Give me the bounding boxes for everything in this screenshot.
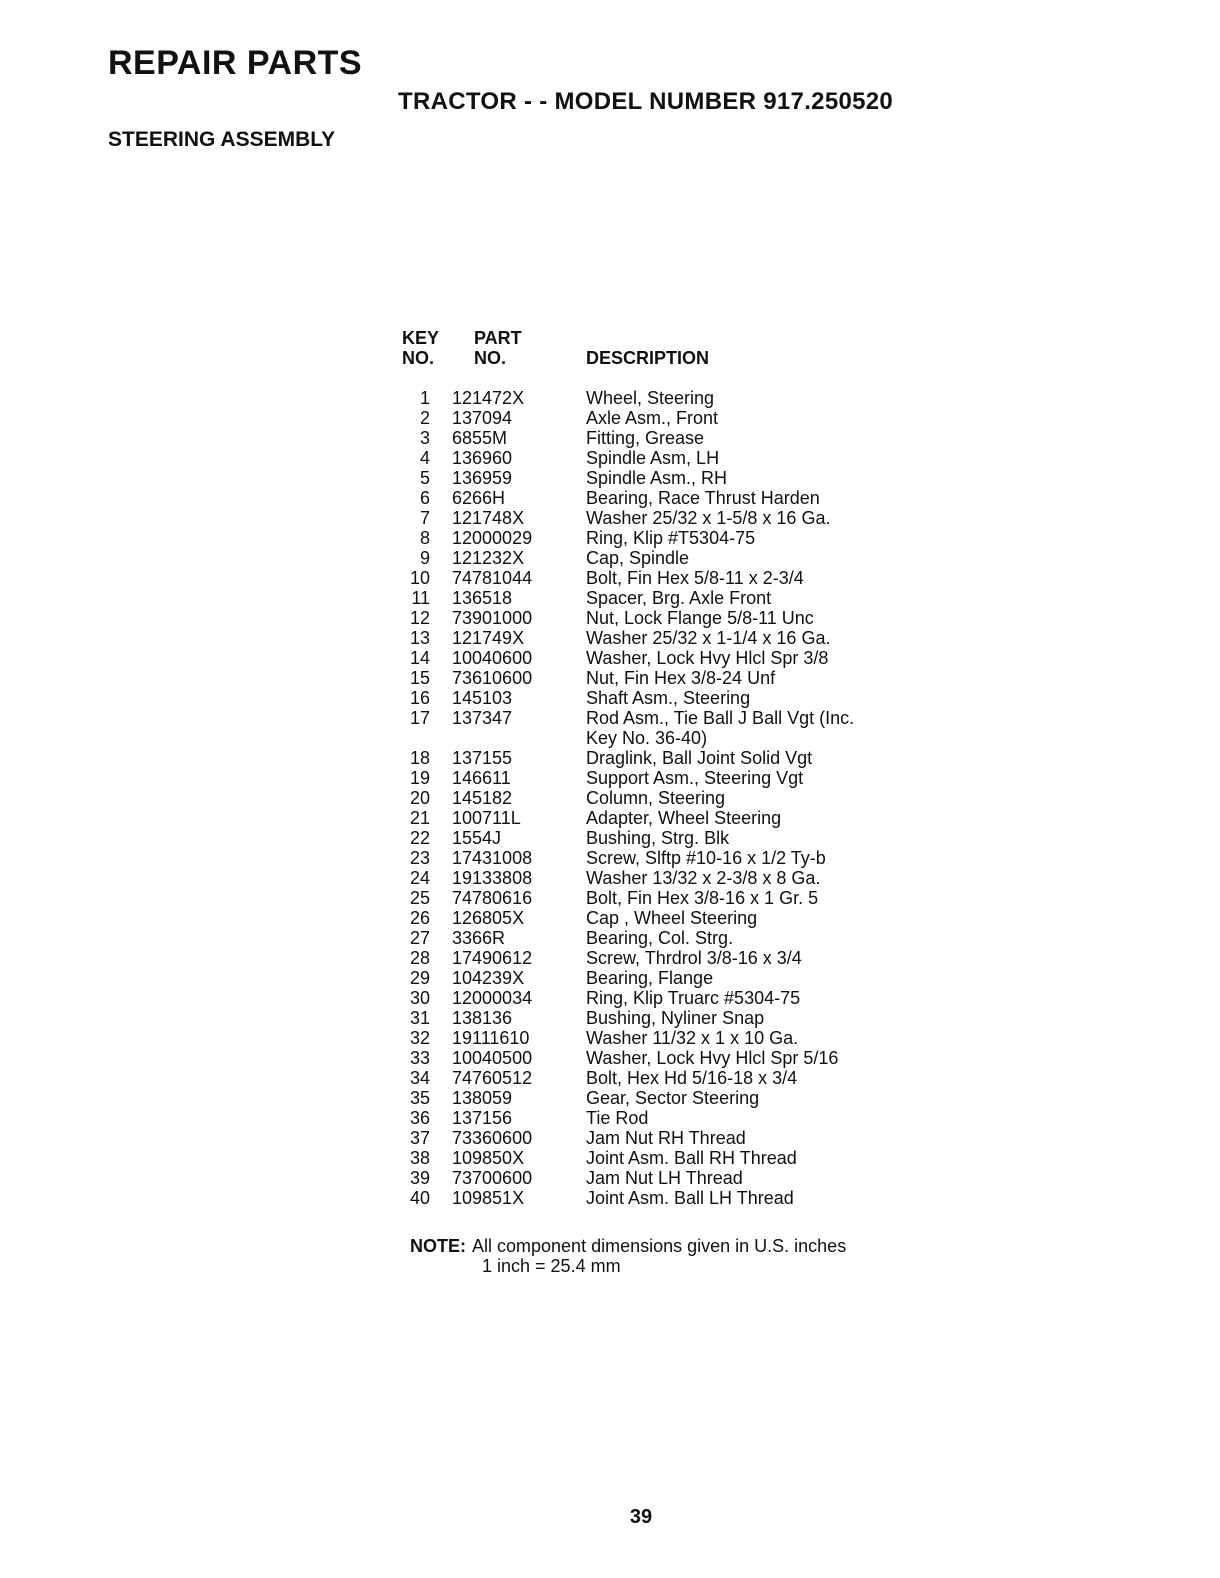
part-description: Spindle Asm., RH: [586, 468, 728, 488]
parts-row: [390, 868, 950, 888]
part-description: Bolt, Hex Hd 5/16-18 x 3/4: [586, 1068, 798, 1088]
part-description: Jam Nut RH Thread: [586, 1128, 746, 1148]
part-number: 137156: [452, 1108, 513, 1128]
parts-row: [390, 788, 950, 808]
part-description: Cap , Wheel Steering: [586, 908, 758, 928]
part-number: 17490612: [452, 948, 533, 968]
key-number: 28: [409, 948, 430, 968]
part-description: Washer, Lock Hvy Hlcl Spr 5/16: [586, 1048, 839, 1068]
part-description: Rod Asm., Tie Ball J Ball Vgt (Inc.: [586, 708, 855, 728]
part-description: Spacer, Brg. Axle Front: [586, 588, 772, 608]
parts-row: [390, 488, 950, 508]
part-description: Column, Steering: [586, 788, 726, 808]
key-number: 20: [409, 788, 430, 808]
parts-row: [390, 588, 950, 608]
key-number: 35: [409, 1088, 430, 1108]
part-description: Bolt, Fin Hex 5/8-11 x 2-3/4: [586, 568, 804, 588]
key-number: 40: [409, 1188, 430, 1208]
part-number: 73610600: [452, 668, 533, 688]
parts-list: [390, 388, 950, 1208]
part-header-line2: NO.: [474, 348, 507, 368]
part-number: 138136: [452, 1008, 513, 1028]
section-heading: STEERING ASSEMBLY: [108, 128, 336, 151]
part-description: Screw, Slftp #10-16 x 1/2 Ty-b: [586, 848, 826, 868]
parts-row: [390, 828, 950, 848]
key-number: 16: [409, 688, 430, 708]
key-number: 18: [409, 748, 430, 768]
part-number: 126805X: [452, 908, 525, 928]
part-description: Bearing, Col. Strg.: [586, 928, 734, 948]
part-description: Bushing, Strg. Blk: [586, 828, 730, 848]
parts-row: [390, 1028, 950, 1048]
part-description: Draglink, Ball Joint Solid Vgt: [586, 748, 813, 768]
part-number: 74781044: [452, 568, 533, 588]
part-description: Spindle Asm, LH: [586, 448, 720, 468]
page-number: 39: [629, 1506, 653, 1528]
part-number: 73360600: [452, 1128, 533, 1148]
part-description: Washer 13/32 x 2-3/8 x 8 Ga.: [586, 868, 821, 888]
part-number: 6266H: [452, 488, 506, 508]
key-number: 32: [409, 1028, 430, 1048]
part-description: Jam Nut LH Thread: [586, 1168, 743, 1188]
key-number: 38: [409, 1148, 430, 1168]
part-description: Washer 25/32 x 1-5/8 x 16 Ga.: [586, 508, 831, 528]
part-number: 10040600: [452, 648, 533, 668]
key-number: 3: [419, 428, 430, 448]
part-description-continued: Key No. 36-40): [586, 728, 708, 748]
parts-row: [390, 1168, 950, 1188]
parts-row: [390, 1008, 950, 1028]
parts-row: [390, 1088, 950, 1108]
part-description: Support Asm., Steering Vgt: [586, 768, 804, 788]
parts-row: [390, 508, 950, 528]
part-number: 137094: [452, 408, 513, 428]
part-number: 137347: [452, 708, 513, 728]
part-description: Fitting, Grease: [586, 428, 705, 448]
parts-row: [390, 708, 950, 748]
key-number: 36: [409, 1108, 430, 1128]
parts-row: [390, 1048, 950, 1068]
key-number: 4: [419, 448, 430, 468]
part-description: Nut, Lock Flange 5/8-11 Unc: [586, 608, 814, 628]
model-number-heading: TRACTOR - - MODEL NUMBER 917.250520: [398, 88, 894, 115]
parts-row: [390, 768, 950, 788]
part-description: Axle Asm., Front: [586, 408, 719, 428]
part-description: Joint Asm. Ball RH Thread: [586, 1148, 797, 1168]
part-description: Bearing, Race Thrust Harden: [586, 488, 820, 508]
key-number: 2: [419, 408, 430, 428]
part-description: Joint Asm. Ball LH Thread: [586, 1188, 794, 1208]
part-description: Washer 25/32 x 1-1/4 x 16 Ga.: [586, 628, 831, 648]
key-number: 11: [411, 588, 430, 608]
parts-row: [390, 968, 950, 988]
parts-row: [390, 408, 950, 428]
part-description: Bushing, Nyliner Snap: [586, 1008, 765, 1028]
key-number: 22: [409, 828, 430, 848]
key-number: 37: [409, 1128, 430, 1148]
parts-row: [390, 668, 950, 688]
parts-row: [390, 748, 950, 768]
key-number: 26: [409, 908, 430, 928]
part-description: Wheel, Steering: [586, 388, 715, 408]
parts-row: [390, 388, 950, 408]
part-number: 145182: [452, 788, 513, 808]
part-number: 74760512: [452, 1068, 533, 1088]
note-line2: 1 inch = 25.4 mm: [482, 1256, 621, 1276]
part-number: 73700600: [452, 1168, 533, 1188]
key-number: 15: [409, 668, 430, 688]
part-number: 19133808: [452, 868, 533, 888]
parts-row: [390, 808, 950, 828]
key-number: 1: [419, 388, 430, 408]
part-number: 109851X: [452, 1188, 525, 1208]
part-description: Washer, Lock Hvy Hlcl Spr 3/8: [586, 648, 829, 668]
key-number: 17: [409, 708, 430, 728]
part-description: Bolt, Fin Hex 3/8-16 x 1 Gr. 5: [586, 888, 819, 908]
key-number: 31: [409, 1008, 430, 1028]
key-number: 6: [419, 488, 430, 508]
part-number: 6855M: [452, 428, 508, 448]
part-number: 121472X: [452, 388, 525, 408]
parts-row: [390, 448, 950, 468]
parts-row: [390, 1188, 950, 1208]
key-number: 7: [419, 508, 430, 528]
part-number: 1554J: [452, 828, 502, 848]
part-number: 136518: [452, 588, 513, 608]
parts-row: [390, 988, 950, 1008]
part-number: 19111610: [452, 1028, 530, 1048]
key-number: 12: [409, 608, 430, 628]
part-description: Adapter, Wheel Steering: [586, 808, 782, 828]
key-header-line1: KEY: [402, 328, 440, 348]
page-title: REPAIR PARTS: [108, 44, 363, 82]
part-number: 104239X: [452, 968, 525, 988]
key-no-header: [402, 328, 439, 368]
key-number: 13: [409, 628, 430, 648]
note-label: NOTE:: [410, 1236, 466, 1256]
parts-row: [390, 1128, 950, 1148]
key-number: 23: [409, 848, 430, 868]
key-number: 33: [409, 1048, 430, 1068]
parts-row: [390, 1068, 950, 1088]
part-description: Washer 11/32 x 1 x 10 Ga.: [586, 1028, 799, 1048]
parts-row: [390, 1148, 950, 1168]
key-number: 21: [409, 808, 430, 828]
part-number: 17431008: [452, 848, 533, 868]
part-description: Gear, Sector Steering: [586, 1088, 760, 1108]
key-number: 8: [419, 528, 430, 548]
part-number: 10040500: [452, 1048, 533, 1068]
part-number: 136960: [452, 448, 513, 468]
part-number: 146611: [452, 768, 511, 788]
part-number: 73901000: [452, 608, 533, 628]
part-number: 121232X: [452, 548, 525, 568]
part-description: Bearing, Flange: [586, 968, 714, 988]
key-number: 24: [409, 868, 430, 888]
parts-row: [390, 528, 950, 548]
part-number: 136959: [452, 468, 513, 488]
key-number: 10: [409, 568, 430, 588]
part-number: 145103: [452, 688, 513, 708]
key-number: 29: [409, 968, 430, 988]
parts-row: [390, 848, 950, 868]
part-number: 121748X: [452, 508, 525, 528]
parts-row: [390, 928, 950, 948]
part-number: 74780616: [452, 888, 533, 908]
key-number: 39: [409, 1168, 430, 1188]
part-description: Tie Rod: [586, 1108, 649, 1128]
dimension-note: [410, 1236, 846, 1276]
parts-row: [390, 548, 950, 568]
part-number: 109850X: [452, 1148, 525, 1168]
parts-row: [390, 568, 950, 588]
part-description: Cap, Spindle: [586, 548, 690, 568]
part-number: 12000034: [452, 988, 533, 1008]
description-header: DESCRIPTION: [586, 348, 710, 368]
parts-row: [390, 948, 950, 968]
part-number: 12000029: [452, 528, 533, 548]
part-number: 138059: [452, 1088, 513, 1108]
note-line1: All component dimensions given in U.S. inches: [472, 1236, 847, 1256]
parts-row: [390, 628, 950, 648]
parts-row: [390, 908, 950, 928]
key-number: 34: [409, 1068, 430, 1088]
key-number: 27: [409, 928, 430, 948]
part-number: 100711L: [452, 808, 521, 828]
part-description: Shaft Asm., Steering: [586, 688, 751, 708]
parts-row: [390, 608, 950, 628]
part-number: 137155: [452, 748, 513, 768]
key-number: 19: [409, 768, 430, 788]
part-number: 121749X: [452, 628, 525, 648]
key-number: 9: [419, 548, 430, 568]
key-number: 25: [409, 888, 430, 908]
part-description: Ring, Klip Truarc #5304-75: [586, 988, 801, 1008]
part-description: Nut, Fin Hex 3/8-24 Unf: [586, 668, 776, 688]
part-description: Ring, Klip #T5304-75: [586, 528, 756, 548]
key-number: 30: [409, 988, 430, 1008]
parts-row: [390, 688, 950, 708]
key-number: 14: [409, 648, 430, 668]
parts-row: [390, 468, 950, 488]
part-no-header: [452, 328, 522, 368]
key-number: 5: [419, 468, 430, 488]
parts-row: [390, 428, 950, 448]
parts-row: [390, 1108, 950, 1128]
parts-row: [390, 888, 950, 908]
part-number: 3366R: [452, 928, 506, 948]
part-description: Screw, Thrdrol 3/8-16 x 3/4: [586, 948, 802, 968]
key-header-line2: NO.: [402, 348, 435, 368]
part-header-line1: PART: [474, 328, 522, 348]
parts-row: [390, 648, 950, 668]
